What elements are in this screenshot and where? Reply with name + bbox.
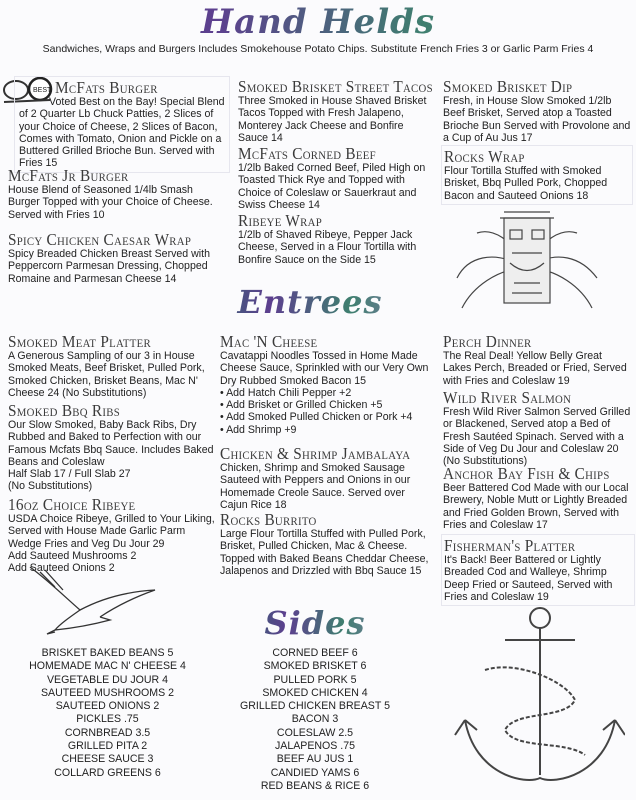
item-desc: It's Back! Beer Battered or Lightly Breaded Cod and Walleye, Shrimp Deep Fried or Sauteed, Served with Fries and Coleslaw 19	[444, 554, 613, 603]
item-desc-text: USDA Choice Ribeye, Grilled to Your Liking, Served with House Made Garlic Parm Wedge Fries and Veg Du Jour 29	[8, 513, 215, 550]
side-item: HOMEMADE MAC N' CHEESE 4	[29, 660, 186, 673]
menu-item-smoked-bbq-ribs	[8, 402, 220, 493]
side-item: GRILLED CHICKEN BREAST 5	[240, 700, 390, 713]
item-desc-text: Voted Best on the Bay! Special Blend of 2 Quarter Lb Chuck Patties, 2 Slices of your Choice of Cheese, 2 Slices of Bacon, Comes with Tomato, Onion and Pickle on a Buttered Grilled Brioche Bun. Served with Fries 15	[19, 96, 225, 170]
side-item: JALAPENOS .75	[274, 740, 356, 753]
item-name: Smoked Brisket Street Tacos	[238, 77, 433, 96]
item-name: Perch Dinner	[443, 332, 532, 351]
item-name: Wild River Salmon	[443, 388, 572, 407]
item-desc: Spicy Breaded Chicken Breast Served with Peppercorn Parmesan Dressing, Chopped Romaine and Parmesan Cheese 14	[8, 248, 210, 285]
item-price-line: Half Slab 17 / Full Slab 27	[8, 468, 131, 481]
side-item: BRISKET BAKED BEANS 5	[41, 647, 174, 659]
menu-item-spicy-chicken-caesar-wrap	[8, 231, 226, 285]
item-desc: Fresh Wild River Salmon Served Grilled or Blackened, Served atop a Bed of Fresh Sautéed Spinach. Served with a Side of Veg Du Jour and Coleslaw 20 (No Substitutions)	[443, 406, 631, 468]
sides-list-left	[5, 647, 210, 780]
side-item: GRILLED PITA 2	[67, 740, 148, 753]
item-name: Smoked Bbq Ribs	[8, 401, 121, 420]
sides-list-middle	[215, 647, 415, 793]
menu-item-rocks-wrap	[441, 145, 633, 205]
tiki-illustration-icon	[452, 208, 602, 318]
item-desc: House Blend of Seasoned 1/4lb Smash Burger Topped with your Choice of Cheese. Served with Fries 10	[8, 184, 213, 221]
item-name: Rocks Wrap	[444, 147, 525, 166]
side-item: BEEF AU JUS 1	[276, 753, 354, 766]
side-item: PULLED PORK 5	[273, 673, 357, 686]
handhelds-subtitle: Sandwiches, Wraps and Burgers Includes Smokehouse Potato Chips. Substitute French Fries 3 or Garlic Parm Fries 4	[42, 43, 594, 55]
menu-item-anchor-bay-fish-chips	[443, 465, 633, 531]
side-item: BACON 3	[291, 713, 339, 726]
item-desc-text: Cavatappi Noodles Tossed in Home Made Cheese Sauce, Sprinkled with our Very Own Dry Rubbed Smoked Bacon 15	[220, 350, 429, 387]
item-addon: • Add Smoked Pulled Chicken or Pork +4	[220, 411, 413, 424]
side-item: SAUTEED ONIONS 2	[55, 700, 160, 713]
side-item: CANDIED YAMS 6	[270, 766, 360, 779]
menu-item-mcfats-corned-beef	[238, 145, 433, 211]
item-desc: Large Flour Tortilla Stuffed with Pulled Pork, Brisket, Pulled Chicken, Mac & Cheese. Topped with Baked Beans Cheddar Cheese, Jalapenos and Drizzled with Bbq Sauce 15	[220, 528, 429, 577]
item-addon: Add Sauteed Onions 2	[8, 562, 115, 575]
item-desc: 1/2lb of Shaved Ribeye, Pepper Jack Cheese, Served in a Flour Tortilla with Bonfire Sauce on the Side 15	[238, 229, 417, 266]
item-name: Smoked Brisket Dip	[443, 77, 573, 96]
side-item: SAUTEED MUSHROOMS 2	[40, 686, 175, 699]
item-name: McFats Burger	[55, 78, 158, 97]
item-name: 16oz Choice Ribeye	[8, 495, 136, 514]
side-item: SMOKED CHICKEN 4	[262, 686, 368, 699]
item-desc: Fresh, in House Slow Smoked 1/2lb Beef Brisket, Served atop a Toasted Brioche Bun Served with Provolone and a Cup of Au Jus 17	[443, 95, 631, 144]
item-name: Mac 'N Cheese	[220, 332, 318, 351]
item-name: McFats Jr Burger	[8, 166, 129, 185]
entrees-title: Entrees	[190, 283, 430, 321]
item-desc	[19, 96, 229, 170]
side-item: VEGETABLE DU JOUR 4	[46, 673, 169, 686]
item-name: Chicken & Shrimp Jambalaya	[220, 444, 411, 463]
sides-title: Sides	[230, 604, 400, 642]
side-item: CORNBREAD 3.5	[64, 726, 151, 739]
item-desc: Flour Tortilla Stuffed with Smoked Brisket, Bbq Pulled Pork, Chopped Bacon and Sauteed Onions 18	[444, 165, 608, 202]
item-addon: • Add Brisket or Grilled Chicken +5	[220, 399, 383, 412]
item-name: Smoked Meat Platter	[8, 332, 152, 351]
menu-item-smoked-brisket-dip	[443, 78, 633, 144]
item-name: Ribeye Wrap	[238, 211, 322, 230]
menu-item-wild-river-salmon	[443, 389, 633, 467]
item-desc: Three Smoked in House Shaved Brisket Tacos Topped with Fresh Jalapeno, Monterey Jack Cheese and Bonfire Sauce 14	[238, 95, 427, 144]
side-item: COLESLAW 2.5	[276, 726, 354, 739]
item-name: McFats Corned Beef	[238, 144, 376, 163]
item-name: Rocks Burrito	[220, 510, 317, 529]
item-name: Spicy Chicken Caesar Wrap	[8, 230, 192, 249]
item-desc: A Generous Sampling of our 3 in House Smoked Meats, Beef Brisket, Pulled Pork, Smoked Chicken, Brisket Beans, Mac N' Cheese 24 (No Substitutions)	[8, 350, 205, 399]
menu-item-rocks-burrito	[220, 511, 435, 577]
item-addon: • Add Shrimp +9	[220, 423, 297, 436]
menu-item-smoked-meat-platter	[8, 333, 220, 399]
item-desc	[8, 419, 220, 493]
item-name: Anchor Bay Fish & Chips	[443, 464, 610, 483]
item-addon: • Add Hatch Chili Pepper +2	[220, 386, 352, 399]
item-addon: Add Sauteed Mushrooms 2	[8, 549, 137, 562]
seagull-illustration-icon	[25, 562, 160, 642]
item-desc: Chicken, Shrimp and Smoked Sausage Sauteed with Peppers and Onions in our Homemade Creole Sauce. Served over Cajun Rice 18	[220, 462, 411, 511]
item-note: (No Substitutions)	[8, 480, 93, 493]
item-desc	[220, 350, 435, 436]
menu-item-mcfats-burger	[14, 76, 230, 173]
menu-item-mcfats-jr-burger	[8, 167, 223, 221]
item-desc: The Real Deal! Yellow Belly Great Lakes Perch, Breaded or Fried, Served with Fries and Coleslaw 19	[443, 350, 627, 387]
side-item: CHEESE SAUCE 3	[61, 753, 154, 766]
side-item: SMOKED BRISKET 6	[263, 660, 367, 673]
side-item: CORNED BEEF 6	[272, 647, 358, 659]
side-item: PICKLES .75	[76, 713, 139, 726]
item-name: Fisherman's Platter	[444, 536, 576, 555]
menu-item-brisket-street-tacos	[238, 78, 433, 144]
item-desc: Beer Battered Cod Made with our Local Brewery, Noble Mutt or Lightly Breaded and Fried Golden Brown, Served with Fries and Coleslaw 17	[443, 482, 629, 531]
menu-item-mac-n-cheese	[220, 333, 435, 436]
item-desc-text: Our Slow Smoked, Baby Back Ribs, Dry Rubbed and Baked to Perfection with our Famous Mcfats Bbq Sauce. Includes Baked Beans and Coleslaw	[8, 419, 214, 468]
item-desc: 1/2lb Baked Corned Beef, Piled High on Toasted Thick Rye and Topped with Choice of Coleslaw or Sauerkraut and Swiss Cheese 14	[238, 162, 426, 211]
menu-item-perch-dinner	[443, 333, 633, 387]
menu-item-fishermans-platter	[441, 534, 635, 606]
side-item: COLLARD GREENS 6	[54, 766, 161, 779]
svg-text:BEST: BEST	[33, 87, 52, 94]
handhelds-title: Hand Helds	[0, 2, 636, 42]
menu-item-ribeye-wrap	[238, 212, 433, 266]
menu-item-chicken-shrimp-jambalaya	[220, 445, 435, 511]
anchor-illustration-icon	[445, 600, 625, 795]
side-item: RED BEANS & RICE 6	[260, 779, 370, 792]
